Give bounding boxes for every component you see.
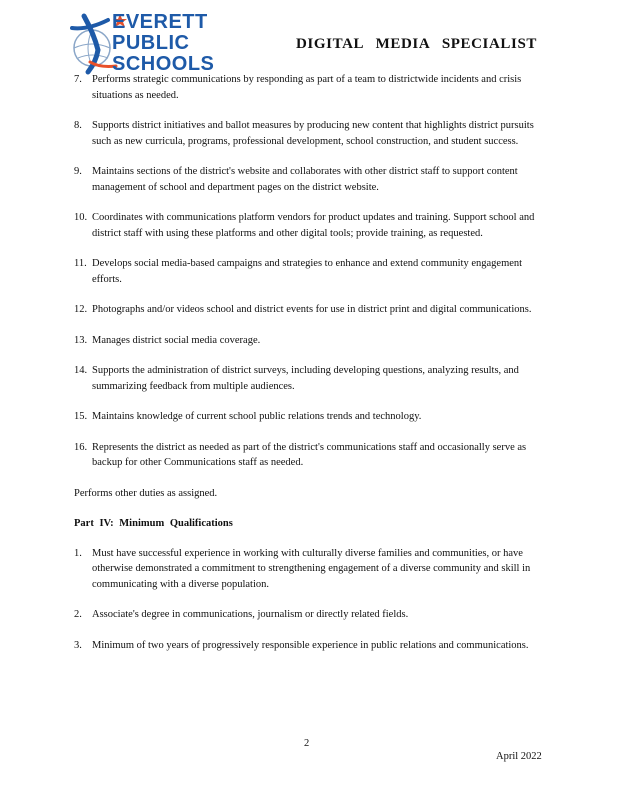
document-title: DIGITAL MEDIA SPECIALIST xyxy=(296,36,538,52)
section-heading: Part IV: Minimum Qualifications xyxy=(74,518,233,529)
qualification-item: 2. Associate's degree in communications, journalism or directly related fields. xyxy=(74,609,409,620)
duties-list xyxy=(74,72,544,471)
duty-item: 12. Photographs and/or videos school and district events for use in district print and digital communications. xyxy=(74,304,532,315)
district-logo xyxy=(70,10,240,78)
qualification-item: 3. Minimum of two years of progressively responsible experience in public relations and communications. xyxy=(74,639,529,651)
qualification-item: 1. Must have successful experience in working with culturally diverse families and communities, or have otherwise demonstrated a commitment to strengthening engagement of a diverse community and skill in communicating with a diverse population. xyxy=(74,547,531,590)
logo-wordmark xyxy=(112,12,214,75)
document-body xyxy=(74,72,544,668)
qualifications-list xyxy=(74,546,544,654)
duty-item: 9. Maintains sections of the district's website and collaborates with other district staff to support content management of school and department pages on the district website. xyxy=(74,166,518,193)
duty-item: 10. Coordinates with communications platform vendors for product updates and training. Support school and district staff with using these platforms and other digital tools; provide training, as requested. xyxy=(74,212,535,239)
other-duties-text: Performs other duties as assigned. xyxy=(74,487,218,499)
duty-item: 8. Supports district initiatives and ballot measures by producing new content that highlights district pursuits such as new curricula, programs, professional development, school construction, and student success. xyxy=(74,120,534,147)
duty-item: 7. Performs strategic communications by responding as part of a team to districtwide incidents and crisis situations as needed. xyxy=(74,74,522,101)
duty-item: 13. Manages district social media coverage. xyxy=(74,334,261,346)
duty-item: 14. Supports the administration of district surveys, including developing questions, analyzing results, and summarizing feedback from multiple audiences. xyxy=(74,365,519,392)
duty-item: 15. Maintains knowledge of current school public relations trends and technology. xyxy=(74,411,422,422)
logo-line-3: SCHOOLS xyxy=(112,53,215,75)
logo-line-2: PUBLIC xyxy=(112,32,190,54)
logo-line-1: EVERETT xyxy=(112,11,208,33)
duty-item: 16. Represents the district as needed as part of the district's communications staff and occasionally serve as backup for other Communications staff as needed. xyxy=(74,441,527,468)
duty-item: 11. Develops social media-based campaigns and strategies to enhance and extend community engagement efforts. xyxy=(74,258,523,285)
document-date: April 2022 xyxy=(496,751,542,762)
page-number: 2 xyxy=(304,738,310,749)
